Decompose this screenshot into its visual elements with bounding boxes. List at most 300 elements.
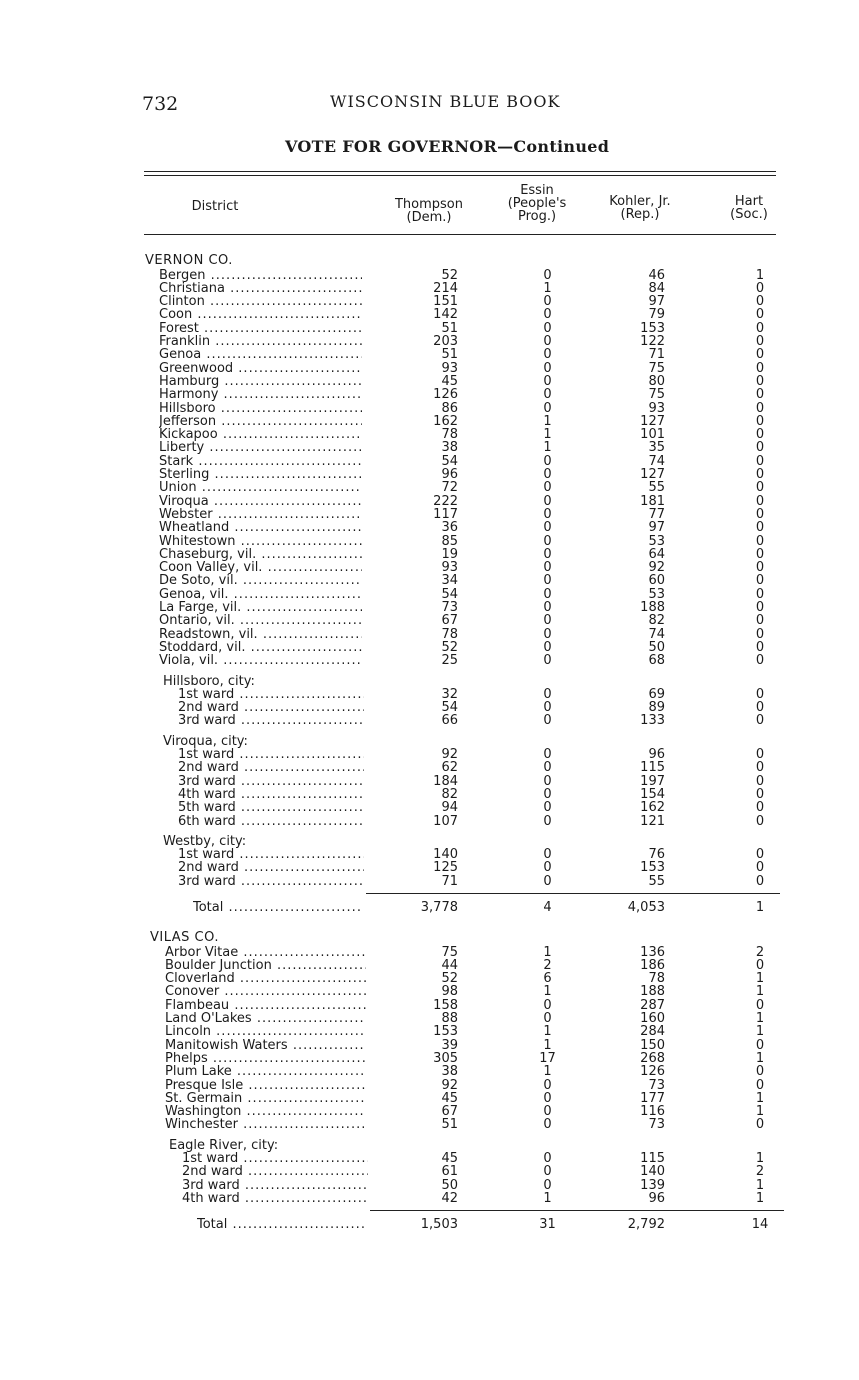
kohler-votes: 73 xyxy=(648,1077,665,1093)
hart-votes: 0 xyxy=(755,440,765,456)
essin-votes: 0 xyxy=(543,813,552,829)
table-row xyxy=(0,468,859,481)
district-name: Christiana ..... xyxy=(159,282,362,295)
total-rule xyxy=(366,893,780,894)
hart-votes: 0 xyxy=(755,639,765,655)
district-name: Washington ..... xyxy=(165,1105,366,1118)
district-name: Presque Isle ..... xyxy=(165,1079,366,1092)
kohler-votes: 127 xyxy=(640,413,665,429)
district-name: Ontario, vil. ..... xyxy=(159,614,362,627)
thompson-votes: 45 xyxy=(441,1151,458,1166)
district-name: Union ..... xyxy=(159,481,362,494)
hart-votes: 0 xyxy=(755,467,765,482)
thompson-votes: 96 xyxy=(441,467,458,482)
district-name: Bergen ..... xyxy=(159,269,362,282)
kohler-votes: 93 xyxy=(648,400,665,416)
thompson-votes: 67 xyxy=(441,613,458,629)
table-row xyxy=(0,748,859,761)
thompson-votes: 51 xyxy=(441,347,458,363)
thompson-votes: 78 xyxy=(441,427,458,443)
essin-votes: 0 xyxy=(543,533,552,549)
essin-votes: 0 xyxy=(543,493,552,509)
essin-votes: 0 xyxy=(543,360,552,376)
table-row xyxy=(0,521,859,534)
hart-votes: 0 xyxy=(755,387,765,403)
kohler-votes: 181 xyxy=(640,493,665,509)
essin-votes: 0 xyxy=(543,847,552,863)
district-name: Hamburg ..... xyxy=(159,375,362,388)
thompson-votes: 25 xyxy=(441,653,458,669)
table-row xyxy=(0,972,859,985)
district-name: Whitestown ..... xyxy=(159,535,362,548)
essin-votes: 17 xyxy=(539,1050,556,1066)
table-row xyxy=(0,1079,859,1092)
thompson-votes: 75 xyxy=(441,944,458,960)
table-row xyxy=(0,1092,859,1105)
kohler-votes: 80 xyxy=(648,373,665,389)
essin-votes: 0 xyxy=(543,347,552,363)
kohler-votes: 53 xyxy=(648,586,665,602)
kohler-votes: 92 xyxy=(648,560,665,576)
kohler-votes: 284 xyxy=(640,1024,665,1040)
hart-votes: 1 xyxy=(755,984,765,1000)
table-row xyxy=(0,495,859,508)
essin-votes: 0 xyxy=(543,626,552,642)
kohler-votes: 69 xyxy=(648,686,665,702)
thompson-votes: 61 xyxy=(441,1164,458,1180)
district-name: Harmony ..... xyxy=(159,388,362,401)
thompson-votes: 93 xyxy=(441,360,458,376)
running-title: WISCONSIN BLUE BOOK xyxy=(330,92,561,111)
essin-votes: 0 xyxy=(543,1164,552,1180)
hart-votes: 0 xyxy=(755,1037,765,1053)
district-name: Cloverland ..... xyxy=(165,972,366,985)
table-row xyxy=(0,1118,859,1131)
county-name: VILAS CO. xyxy=(150,930,219,945)
table-row xyxy=(0,875,859,888)
district-name: Stark ..... xyxy=(159,455,362,468)
hart-votes: 0 xyxy=(755,294,765,310)
hart-votes: 0 xyxy=(755,600,765,615)
district-name: Sterling ..... xyxy=(159,468,362,481)
thompson-votes: 54 xyxy=(441,700,458,716)
district-name: 4th ward ..... xyxy=(178,788,364,801)
table-row xyxy=(0,1065,859,1078)
essin-votes: 0 xyxy=(543,613,552,629)
hart-votes: 0 xyxy=(755,373,765,389)
essin-votes: 0 xyxy=(543,373,552,389)
district-name: Viroqua ..... xyxy=(159,495,362,508)
essin-votes: 1 xyxy=(543,1190,552,1206)
thompson-votes: 214 xyxy=(433,280,458,296)
kohler-votes: 97 xyxy=(648,294,665,310)
kohler-votes: 150 xyxy=(640,1037,665,1053)
hart-votes: 1 xyxy=(755,971,765,987)
table-row xyxy=(0,561,859,574)
essin-votes: 1 xyxy=(543,427,552,443)
hart-votes: 1 xyxy=(755,1190,765,1206)
district-name: Total ..... xyxy=(197,1218,367,1231)
total-rule xyxy=(370,1210,784,1211)
district-name: 2nd ward ..... xyxy=(178,861,364,874)
kohler-votes: 162 xyxy=(640,800,665,816)
hart-votes: 0 xyxy=(755,786,765,802)
city-name: Eagle River, city: xyxy=(169,1137,279,1153)
essin-votes: 0 xyxy=(543,320,552,336)
thompson-votes: 126 xyxy=(433,387,458,403)
district-name: Jefferson ..... xyxy=(159,415,362,428)
thompson-votes: 93 xyxy=(441,560,458,576)
kohler-votes: 79 xyxy=(648,307,665,323)
essin-votes: 0 xyxy=(543,546,552,562)
district-name: Webster ..... xyxy=(159,508,362,521)
thompson-votes: 125 xyxy=(433,860,458,876)
kohler-votes: 287 xyxy=(640,997,665,1013)
table-row xyxy=(0,295,859,308)
thompson-votes: 42 xyxy=(441,1190,458,1206)
table-row xyxy=(0,801,859,814)
hart-votes: 0 xyxy=(755,334,765,349)
thompson-votes: 184 xyxy=(433,773,458,789)
hart-votes: 0 xyxy=(755,626,765,642)
essin-votes: 0 xyxy=(543,1177,552,1193)
thompson-votes: 34 xyxy=(441,573,458,589)
hart-votes: 0 xyxy=(755,493,765,509)
district-name: Chaseburg, vil. ..... xyxy=(159,548,362,561)
essin-votes: 0 xyxy=(543,713,552,729)
table-row xyxy=(0,362,859,375)
total-row xyxy=(0,1218,859,1231)
district-name: 2nd ward ..... xyxy=(182,1165,368,1178)
kohler-votes: 82 xyxy=(648,613,665,629)
essin-votes: 0 xyxy=(543,467,552,482)
kohler-votes: 188 xyxy=(640,984,665,1000)
table-row xyxy=(0,508,859,521)
hart-votes: 0 xyxy=(755,506,765,522)
essin-votes: 0 xyxy=(543,506,552,522)
hart-votes: 0 xyxy=(755,957,765,973)
thompson-votes: 78 xyxy=(441,626,458,642)
hart-votes: 0 xyxy=(755,320,765,336)
table-row xyxy=(0,428,859,441)
table-row xyxy=(0,481,859,494)
district-name: Flambeau ..... xyxy=(165,999,366,1012)
district-name: Wheatland ..... xyxy=(159,521,362,534)
section-title: VOTE FOR GOVERNOR—Continued xyxy=(285,137,610,156)
district-name: Forest ..... xyxy=(159,322,362,335)
col-thompson: Thompson (Dem.) xyxy=(394,197,463,225)
table-row xyxy=(0,1152,859,1165)
table-row xyxy=(0,1165,859,1178)
kohler-votes: 188 xyxy=(640,600,665,615)
kohler-votes: 96 xyxy=(648,747,665,762)
essin-votes: 1 xyxy=(543,280,552,296)
kohler-votes: 55 xyxy=(648,480,665,496)
district-name: Coon Valley, vil. ..... xyxy=(159,561,362,574)
district-name: La Farge, vil. ..... xyxy=(159,601,362,614)
table-row xyxy=(0,848,859,861)
district-name: Arbor Vitae ..... xyxy=(165,946,366,959)
thompson-votes: 117 xyxy=(433,506,458,522)
kohler-votes: 46 xyxy=(648,267,665,283)
hart-votes: 0 xyxy=(755,560,765,576)
kohler-votes: 71 xyxy=(648,347,665,363)
table-row xyxy=(0,441,859,454)
essin-votes: 0 xyxy=(543,480,552,496)
essin-votes: 0 xyxy=(543,700,552,716)
district-name: Readstown, vil. ..... xyxy=(159,628,362,641)
thompson-votes: 66 xyxy=(441,713,458,729)
hart-votes: 0 xyxy=(755,1064,765,1080)
thompson-votes: 67 xyxy=(441,1104,458,1120)
district-name: Coon ..... xyxy=(159,308,362,321)
district-name: Genoa, vil. ..... xyxy=(159,588,362,601)
thompson-votes: 39 xyxy=(441,1037,458,1053)
hart-votes: 1 xyxy=(755,1024,765,1040)
table-row xyxy=(0,548,859,561)
thompson-votes: 158 xyxy=(433,997,458,1013)
table-row xyxy=(0,861,859,874)
district-name: 3rd ward ..... xyxy=(178,775,364,788)
district-name: Hillsboro ..... xyxy=(159,402,362,415)
district-name: Franklin ..... xyxy=(159,335,362,348)
header-rule-top xyxy=(144,171,776,172)
essin-votes: 1 xyxy=(543,1064,552,1080)
kohler-votes: 115 xyxy=(640,1151,665,1166)
thompson-votes: 44 xyxy=(441,957,458,973)
essin-votes: 0 xyxy=(543,453,552,469)
district-name: 1st ward ..... xyxy=(178,848,364,861)
essin-votes: 0 xyxy=(543,860,552,876)
district-name: Plum Lake ..... xyxy=(165,1065,366,1078)
hart-votes: 0 xyxy=(755,586,765,602)
kohler-votes: 74 xyxy=(648,453,665,469)
table-row xyxy=(0,714,859,727)
thompson-votes: 52 xyxy=(441,639,458,655)
hart-votes: 0 xyxy=(755,813,765,829)
kohler-votes: 77 xyxy=(648,506,665,522)
kohler-votes: 96 xyxy=(648,1190,665,1206)
kohler-votes: 140 xyxy=(640,1164,665,1180)
kohler-votes: 186 xyxy=(640,957,665,973)
essin-votes: 0 xyxy=(543,997,552,1013)
thompson-votes: 36 xyxy=(441,520,458,536)
district-name: 1st ward ..... xyxy=(178,688,364,701)
city-heading xyxy=(0,1139,859,1152)
district-name: Winchester ..... xyxy=(165,1118,366,1131)
table-row xyxy=(0,601,859,614)
hart-votes: 0 xyxy=(755,873,765,889)
thompson-votes: 94 xyxy=(441,800,458,816)
table-row xyxy=(0,415,859,428)
essin-votes: 0 xyxy=(543,747,552,762)
table-row xyxy=(0,985,859,998)
hart-votes: 1 xyxy=(755,1104,765,1120)
hart-votes: 1 xyxy=(755,900,765,915)
hart-votes: 0 xyxy=(755,533,765,549)
thompson-votes: 62 xyxy=(441,760,458,776)
hart-votes: 0 xyxy=(755,860,765,876)
district-name: 2nd ward ..... xyxy=(178,701,364,714)
thompson-votes: 1,503 xyxy=(420,1217,458,1233)
kohler-votes: 101 xyxy=(640,427,665,443)
essin-votes: 0 xyxy=(543,387,552,403)
thompson-votes: 140 xyxy=(433,847,458,863)
city-name: Viroqua, city: xyxy=(163,733,248,749)
hart-votes: 0 xyxy=(755,800,765,816)
essin-votes: 0 xyxy=(543,560,552,576)
county-name: VERNON CO. xyxy=(145,253,233,268)
city-name: Westby, city: xyxy=(163,833,247,849)
kohler-votes: 126 xyxy=(640,1064,665,1080)
thompson-votes: 142 xyxy=(433,307,458,323)
essin-votes: 2 xyxy=(543,957,552,973)
district-name: Stoddard, vil. ..... xyxy=(159,641,362,654)
district-name: 6th ward ..... xyxy=(178,815,364,828)
table-row xyxy=(0,269,859,282)
district-name: 2nd ward ..... xyxy=(178,761,364,774)
essin-votes: 0 xyxy=(543,873,552,889)
table-row xyxy=(0,335,859,348)
essin-votes: 0 xyxy=(543,600,552,615)
hart-votes: 0 xyxy=(755,773,765,789)
essin-votes: 0 xyxy=(543,653,552,669)
header-rule-top-2 xyxy=(144,175,776,176)
district-name: Conover ..... xyxy=(165,985,366,998)
thompson-votes: 51 xyxy=(441,1117,458,1133)
thompson-votes: 107 xyxy=(433,813,458,829)
kohler-votes: 154 xyxy=(640,786,665,802)
kohler-votes: 84 xyxy=(648,280,665,296)
essin-votes: 0 xyxy=(543,334,552,349)
thompson-votes: 52 xyxy=(441,971,458,987)
essin-votes: 0 xyxy=(543,1090,552,1106)
table-row xyxy=(0,1052,859,1065)
hart-votes: 0 xyxy=(755,400,765,416)
kohler-votes: 97 xyxy=(648,520,665,536)
hart-votes: 2 xyxy=(755,944,765,960)
essin-votes: 0 xyxy=(543,1077,552,1093)
kohler-votes: 76 xyxy=(648,847,665,863)
table-row xyxy=(0,348,859,361)
thompson-votes: 52 xyxy=(441,267,458,283)
hart-votes: 0 xyxy=(755,520,765,536)
essin-votes: 1 xyxy=(543,1024,552,1040)
table-row xyxy=(0,628,859,641)
essin-votes: 0 xyxy=(543,1104,552,1120)
kohler-votes: 153 xyxy=(640,320,665,336)
kohler-votes: 89 xyxy=(648,700,665,716)
essin-votes: 1 xyxy=(543,1037,552,1053)
table-row xyxy=(0,1039,859,1052)
thompson-votes: 153 xyxy=(433,1024,458,1040)
thompson-votes: 85 xyxy=(441,533,458,549)
essin-votes: 1 xyxy=(543,944,552,960)
table-row xyxy=(0,535,859,548)
thompson-votes: 86 xyxy=(441,400,458,416)
district-name: Kickapoo ..... xyxy=(159,428,362,441)
thompson-votes: 51 xyxy=(441,320,458,336)
thompson-votes: 19 xyxy=(441,546,458,562)
col-kohler: Kohler, Jr. (Rep.) xyxy=(609,194,671,222)
district-name: Greenwood ..... xyxy=(159,362,362,375)
thompson-votes: 92 xyxy=(441,747,458,762)
hart-votes: 0 xyxy=(755,546,765,562)
hart-votes: 0 xyxy=(755,413,765,429)
essin-votes: 0 xyxy=(543,786,552,802)
kohler-votes: 153 xyxy=(640,860,665,876)
hart-votes: 0 xyxy=(755,307,765,323)
table-row xyxy=(0,688,859,701)
thompson-votes: 54 xyxy=(441,453,458,469)
hart-votes: 1 xyxy=(755,267,765,283)
hart-votes: 1 xyxy=(755,1011,765,1026)
kohler-votes: 127 xyxy=(640,467,665,482)
thompson-votes: 82 xyxy=(441,786,458,802)
hart-votes: 0 xyxy=(755,427,765,443)
table-row xyxy=(0,815,859,828)
essin-votes: 0 xyxy=(543,1151,552,1166)
hart-votes: 0 xyxy=(755,1077,765,1093)
essin-votes: 0 xyxy=(543,760,552,776)
hart-votes: 1 xyxy=(755,1050,765,1066)
essin-votes: 1 xyxy=(543,413,552,429)
kohler-votes: 139 xyxy=(640,1177,665,1193)
hart-votes: 0 xyxy=(755,686,765,702)
district-name: Boulder Junction ..... xyxy=(165,959,366,972)
table-row xyxy=(0,999,859,1012)
district-name: Lincoln ..... xyxy=(165,1025,366,1038)
hart-votes: 0 xyxy=(755,747,765,762)
hart-votes: 0 xyxy=(755,1117,765,1133)
essin-votes: 0 xyxy=(543,267,552,283)
col-essin: Essin (People's Prog.) xyxy=(507,183,567,224)
table-row xyxy=(0,588,859,601)
essin-votes: 0 xyxy=(543,520,552,536)
thompson-votes: 38 xyxy=(441,1064,458,1080)
kohler-votes: 136 xyxy=(640,944,665,960)
hart-votes: 0 xyxy=(755,700,765,716)
essin-votes: 0 xyxy=(543,586,552,602)
kohler-votes: 64 xyxy=(648,546,665,562)
district-name: Genoa ..... xyxy=(159,348,362,361)
hart-votes: 0 xyxy=(755,760,765,776)
thompson-votes: 162 xyxy=(433,413,458,429)
table-row xyxy=(0,761,859,774)
essin-votes: 1 xyxy=(543,440,552,456)
kohler-votes: 121 xyxy=(640,813,665,829)
col-district: District xyxy=(191,199,239,214)
table-row xyxy=(0,574,859,587)
city-heading xyxy=(0,675,859,688)
thompson-votes: 54 xyxy=(441,586,458,602)
table-row xyxy=(0,1105,859,1118)
kohler-votes: 115 xyxy=(640,760,665,776)
city-name: Hillsboro, city: xyxy=(163,673,255,689)
kohler-votes: 74 xyxy=(648,626,665,642)
kohler-votes: 55 xyxy=(648,873,665,889)
city-heading xyxy=(0,835,859,848)
district-name: Phelps ..... xyxy=(165,1052,366,1065)
thompson-votes: 203 xyxy=(433,334,458,349)
thompson-votes: 50 xyxy=(441,1177,458,1193)
kohler-votes: 68 xyxy=(648,653,665,669)
essin-votes: 0 xyxy=(543,1011,552,1026)
table-row xyxy=(0,1192,859,1205)
table-row xyxy=(0,375,859,388)
district-name: Manitowish Waters ..... xyxy=(165,1039,366,1052)
kohler-votes: 122 xyxy=(640,334,665,349)
